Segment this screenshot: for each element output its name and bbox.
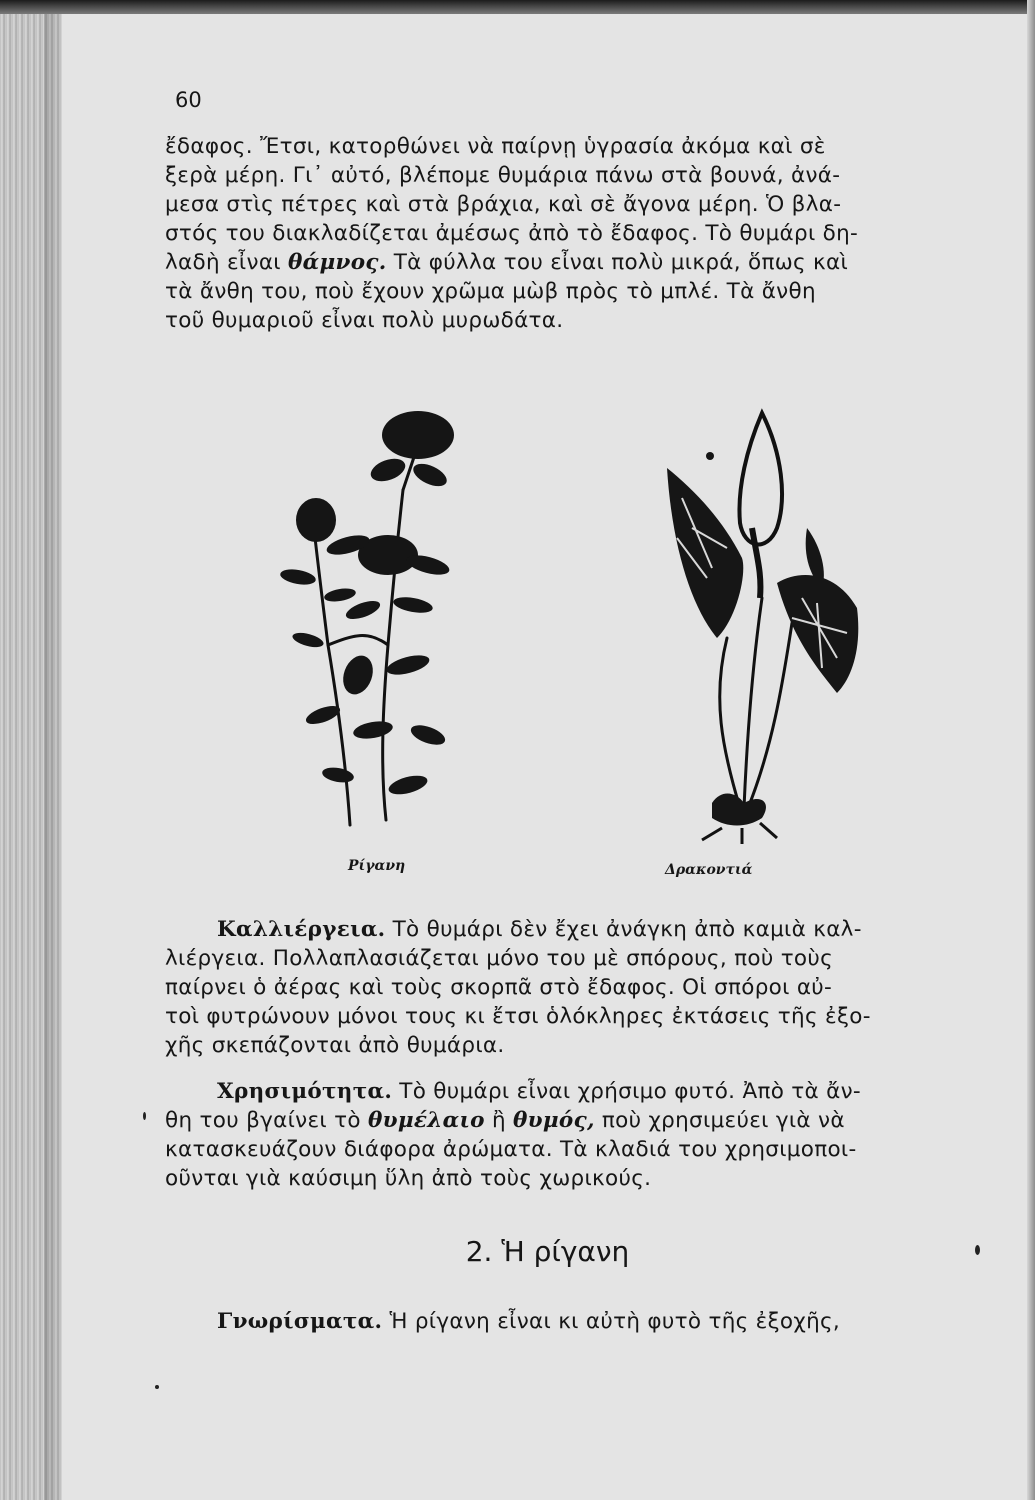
text-segment: λαδὴ εἶναι [165,250,281,275]
text-line: ἔδαφος. Ἔτσι, κατορθώνει νὰ παίρνῃ ὑγρασία ἀκόμα καὶ σὲ [165,134,826,159]
paragraph-cultivation [165,915,965,1060]
lead-usefulness: Χρησιμότητα. [217,1079,393,1104]
term-shrub: θάμνος. [288,250,387,275]
text-line [165,915,965,944]
text-line: λιέργεια. Πολλαπλασιάζεται μόνο του μὲ σπόρους, ποὺ τοὺς [165,946,834,971]
paragraph-thyme-description [165,132,965,335]
text-line: κατασκευάζουν διάφορα ἀρώματα. Τὰ κλαδιά του χρησιμοποι- [165,1137,857,1162]
ink-speck [155,1385,159,1389]
section-heading: 2. Ἡ ρίγανη [465,1235,630,1268]
text-line [165,1307,965,1336]
oregano-illustration [268,405,468,830]
text-line: χῆς σκεπάζονται ἀπὸ θυμάρια. [165,1033,505,1058]
text-segment: Τὸ θυμάρι δὲν ἔχει ἀνάγκη ἀπὸ καμιὰ καλ- [392,917,862,942]
top-shadow [0,0,1035,14]
text-segment: θη του βγαίνει τὸ [165,1108,361,1133]
text-line: τοὶ φυτρώνουν μόνοι τους κι ἔτσι ὁλόκληρες ἐκτάσεις τῆς ἐξο- [165,1004,871,1029]
caption-dracontia: Δρακοντιά [665,862,753,878]
paragraph-usefulness [165,1077,965,1193]
dracontia-illustration [652,408,872,848]
paragraph-characteristics [165,1307,965,1336]
lead-cultivation: Καλλιέργεια. [217,917,386,942]
lead-characteristics: Γνωρίσματα. [217,1309,383,1334]
ink-speck [143,1112,146,1120]
text-line: τοῦ θυμαριοῦ εἶναι πολὺ μυρωδάτα. [165,308,564,333]
ink-speck [975,1245,980,1255]
text-line: ξερὰ μέρη. Γι᾽ αὐτό, βλέπομε θυμάρια πάνω στὰ βουνά, ἀνά- [165,163,841,188]
text-segment: Τὸ θυμάρι εἶναι χρήσιμο φυτό. Ἀπὸ τὰ ἄν- [399,1079,861,1104]
page-number: 60 [175,88,202,112]
text-line: στός του διακλαδίζεται ἀμέσως ἀπὸ τὸ ἔδαφος. Τὸ θυμάρι δη- [165,221,859,246]
text-line [165,1106,965,1135]
text-segment: ποὺ χρησιμεύει γιὰ νὰ [601,1108,845,1133]
text-line: οῦνται γιὰ καύσιμη ὕλη ἀπὸ τοὺς χωρικούς. [165,1166,652,1191]
text-segment: Ἡ ρίγανη εἶναι κι αὐτὴ φυτὸ τῆς ἐξοχῆς, [389,1309,841,1334]
text-line [165,1077,965,1106]
term-thyme-oil: θυμέλαιο [367,1108,485,1133]
text-line: τὰ ἄνθη του, ποὺ ἔχουν χρῶμα μὼβ πρὸς τὸ μπλέ. Τὰ ἄνθη [165,279,816,304]
text-line [165,248,965,277]
page-stack-edges [0,0,62,1500]
term-thymos: θυμός, [513,1108,595,1133]
text-line: μεσα στὶς πέτρες καὶ στὰ βράχια, καὶ σὲ ἄγονα μέρη. Ὁ βλα- [165,192,842,217]
text-segment: Τὰ φύλλα του εἶναι πολὺ μικρά, ὅπως καὶ [393,250,849,275]
right-shadow [1027,0,1035,1500]
text-line: παίρνει ὁ ἀέρας καὶ τοὺς σκορπᾶ στὸ ἔδαφος. Οἱ σπόροι αὐ- [165,975,833,1000]
text-segment: ἢ [491,1108,506,1133]
caption-oregano: Ρίγανη [348,858,406,874]
